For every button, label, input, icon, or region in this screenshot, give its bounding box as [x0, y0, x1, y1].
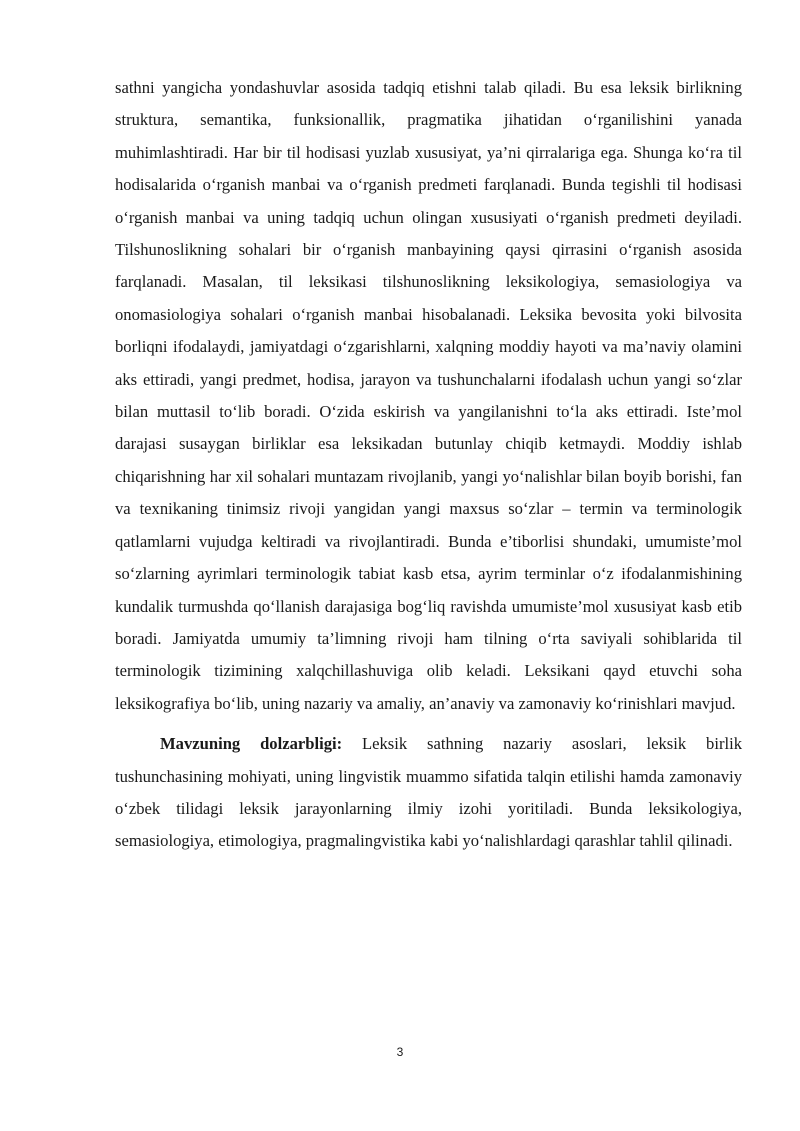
section-heading-relevance: Mavzuning dolzarbligi: — [160, 734, 343, 754]
paragraph-2 — [115, 728, 742, 858]
body-text — [115, 72, 742, 858]
paragraph-2-body: Leksik sathning nazariy asoslari, leksik birlik tushunchasining mohiyati, uning lingvistik muammo sifatida talqin etilishi hamda zamonaviy o‘zbek tilidagi leksik jarayonlarning ilmiy izohi yoritiladi. Bunda leksikologiya, semasiologiya, etimologiya, pragmalingvistika kabi yo‘nalishlardagi qarashlar tahlil qilinadi. — [115, 734, 742, 851]
paragraph-1: sathni yangicha yondashuvlar asosida tadqiq etishni talab qiladi. Bu esa leksik birlikning struktura, semantika, funksionallik, pragmatika jihatidan o‘rganilishini yanada muhimlashtiradi. Har bir til hodisasi yuzlab xususiyat, ya’ni qirralariga ega. Shunga ko‘ra til hodisalarida o‘rganish manbai va o‘rganish predmeti farqlanadi. Bunda tegishli til hodisasi o‘rganish manbai va uning tadqiq uchun olingan xususiyati o‘rganish predmeti deyiladi. Tilshunoslikning sohalari bir o‘rganish manbayining qaysi qirrasini o‘rganish asosida farqlanadi. Masalan, til leksikasi tilshunoslikning leksikologiya, semasiologiya va onomasiologiya sohalari o‘rganish manbai hisobalanadi. Leksika bevosita yoki bilvosita borliqni ifodalaydi, jamiyatdagi o‘zgarishlarni, xalqning moddiy hayoti va ma’naviy olamini aks ettiradi, yangi predmet, hodisa, jarayon va tushunchalarni ifodalash uchun yangi so‘zlar bilan muttasil to‘lib boradi. O‘zida eskirish va yangilanishni to‘la aks ettiradi. Iste’mol darajasi susaygan birliklar esa leksikadan butunlay chiqib ketmaydi. Moddiy ishlab chiqarishning har xil sohalari muntazam rivojlanib, yangi yo‘nalishlar bilan boyib borishi, fan va texnikaning tinimsiz rivoji yangidan yangi maxsus so‘zlar – termin va terminologik qatlamlarni vujudga keltiradi va rivojlantiradi. Bunda e’tiborlisi shundaki, umumiste’mol so‘zlarning ayrimlari terminologik tabiat kasb etsa, ayrim terminlar o‘z ifodalanmishining kundalik turmushda qo‘llanish darajasiga bog‘liq ravishda umumiste’mol xususiyat kasb etib boradi. Jamiyatda umumiy ta’limning rivoji ham tilning o‘rta saviyali sohiblarida til terminologik tizimining xalqchillashuviga olib keladi. Leksikani qayd etuvchi soha leksikografiya bo‘lib, uning nazariy va amaliy, an’anaviy va zamonaviy ko‘rinishlari mavjud. — [115, 78, 742, 713]
page-number: 3 — [396, 1045, 404, 1059]
